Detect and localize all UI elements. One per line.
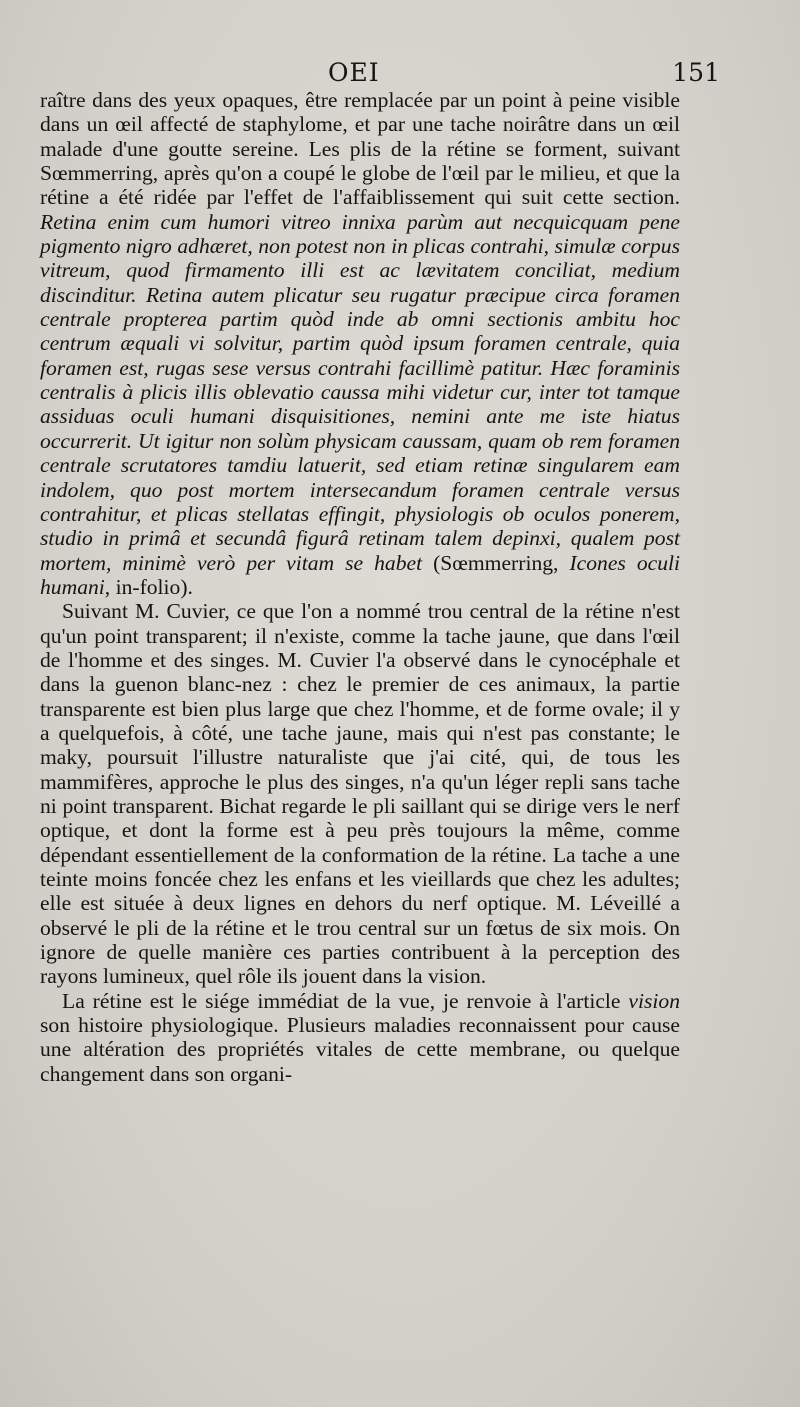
citation-open: (Sœmmerring, [422,550,570,575]
vision-term: vision [628,988,680,1013]
page-header [40,58,720,92]
body-text [40,88,680,1086]
page-number: 151 [672,58,720,87]
running-title: OEI [328,58,380,87]
french-text: raître dans des yeux opaques, être remplacée par un point à peine visible dans un œil affecté de staphylome, et par une tache noirâtre dans un œil malade d'une goutte sereine. Les plis de la rétine se forment, suivant Sœmmerring, après qu'on a coupé le globe de l'œil par le milieu, et que la rétine a été ridée par l'effet de l'affaiblissement qui suit cette section. [40,88,680,210]
paragraph-lead: La rétine est le siége immédiat de la vue, je renvoie à l'article [62,988,629,1013]
paragraph-vision [40,989,680,1086]
paragraph-cuvier: Suivant M. Cuvier, ce que l'on a nommé trou central de la rétine n'est qu'un point transparent; il n'existe, comme la tache jaune, que dans l'œil de l'homme et des singes. M. Cuvier l'a observé dans le cynocéphale et dans la guenon blanc-nez : chez le premier de ces animaux, la partie transparente est bien plus large que chez l'homme, et de forme ovale; il y a quelquefois, à côté, une tache jaune, mais qui n'est pas constante; le maky, poursuit l'illustre naturaliste que j'ai cité, qui, de tous les mammifères, approche le plus des singes, n'a qu'un léger repli sans tache ni point transparent. Bichat regarde le pli saillant qui se dirige vers le nerf optique, et dont la forme est à peu près toujours la même, comme dépendant essentiellement de la conformation de la rétine. La tache a une teinte moins foncée chez les enfans et les vieillards que chez les adultes; elle est située à deux lignes en dehors du nerf optique. M. Léveillé a observé le pli de la rétine et le trou central sur un fœtus de six mois. On ignore de quelle manière ces parties contribuent à la perception des rayons lumineux, quel rôle ils jouent dans la vision. [40,599,680,989]
citation-close: , in-folio). [104,574,193,599]
paragraph-continuation [40,88,680,599]
latin-quotation: Retina enim cum humori vitreo innixa parùm aut necquicquam pene pigmento nigro adhæret, non potest non in plicas contrahi, simulæ corpus vitreum, quod firmamento illi est ac lævitatem conciliat, medium discinditur. Retina autem plicatur seu rugatur præcipue circa foramen centrale propterea partim quòd inde ab omni sectionis ambitu hoc centrum æquali vi solvitur, partim quòd ipsum foramen centrale, quia foramen est, rugas sese versus contrahi facillimè patitur. Hæc foraminis centralis à plicis illis oblevatio caussa mihi videtur cur, inter tot tamque assiduas oculi humani disquisitiones, nemini ante me iste hiatus occurrerit. Ut igitur non solùm physicam caussam, quam ob rem foramen centrale scrutatores tamdiu latuerit, sed etiam retinæ singularem eam indolem, quo post mortem intersecandum foramen centrale versus contrahitur, et plicas stellatas effingit, physiologis ob oculos ponerem, studio in primâ et secundâ figurâ retinam talem depinxi, qualem post mortem, minimè verò per vitam se habet [40,209,680,575]
paragraph-rest: son histoire physiologique. Plusieurs maladies reconnaissent pour cause une altération des propriétés vitales de cette membrane, ou quelque changement dans son organi- [40,1013,680,1086]
citation-title: Icones oculi humani [40,550,680,599]
